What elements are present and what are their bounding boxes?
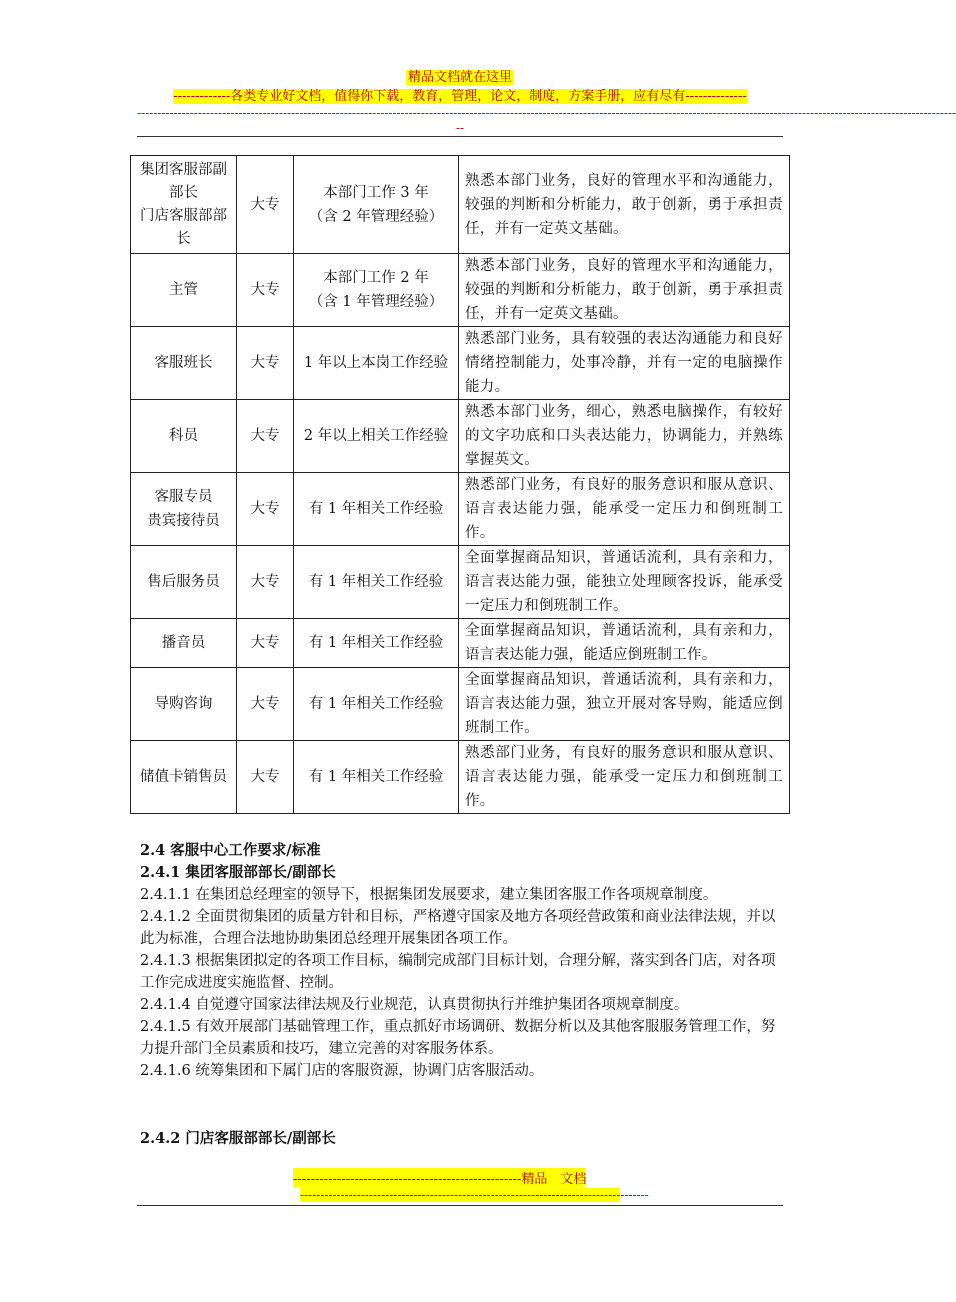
position-cell: 集团客服部副部长 门店客服部部长: [131, 156, 237, 254]
education-cell: 大专: [237, 619, 294, 668]
requirements-cell: 熟悉本部门业务，良好的管理水平和沟通能力，较强的判断和分析能力，敢于创新，勇于承担责任，并有一定英文基础。: [459, 254, 790, 327]
position-cell: 科员: [131, 400, 237, 473]
requirements-cell: 熟悉本部门业务，细心，熟悉电脑操作，有较好的文字功底和口头表达能力，协调能力，并熟练掌握英文。: [459, 400, 790, 473]
table-row: [131, 741, 790, 814]
education-cell: 大专: [237, 400, 294, 473]
table-row: [131, 473, 790, 546]
requirements-cell: 熟悉部门业务，有良好的服务意识和服从意识、语言表达能力强，能承受一定压力和倒班制工作。: [459, 741, 790, 814]
experience-cell: 本部门工作 2 年 （含 1 年管理经验）: [294, 254, 459, 327]
experience-cell: 有 1 年相关工作经验: [294, 668, 459, 741]
footer-rule: [137, 1205, 783, 1206]
experience-cell: 有 1 年相关工作经验: [294, 546, 459, 619]
requirements-table: [130, 155, 790, 814]
list-item: 2.4.1.6 统筹集团和下属门店的客服资源，协调门店客服活动。: [140, 1063, 544, 1079]
list-item: 2.4.1.3 根据集团拟定的各项工作目标，编制完成部门目标计划，合理分解，落实到各门店，对各项工作完成进度实施监督、控制。: [140, 953, 776, 991]
requirements-cell: 熟悉本部门业务，良好的管理水平和沟通能力，较强的判断和分析能力，敢于创新，勇于承担责任，并有一定英文基础。: [459, 156, 790, 254]
position-cell: 客服班长: [131, 327, 237, 400]
experience-cell: 2 年以上相关工作经验: [294, 400, 459, 473]
header-title: 精品文档就在这里: [407, 70, 512, 85]
position-cell: 售后服务员: [131, 546, 237, 619]
education-cell: 大专: [237, 668, 294, 741]
table-row: [131, 546, 790, 619]
position-cell: 客服专员 贵宾接待员: [131, 473, 237, 546]
experience-cell: 本部门工作 3 年 （含 2 年管理经验）: [294, 156, 459, 254]
requirements-cell: 全面掌握商品知识，普通话流利，具有亲和力，语言表达能力强，能适应倒班制工作。: [459, 619, 790, 668]
education-cell: 大专: [237, 741, 294, 814]
list-item: 2.4.1.5 有效开展部门基础管理工作，重点抓好市场调研、数据分析以及其他客服服务管理工作，努力提升部门全员素质和技巧，建立完善的对客服务体系。: [140, 1019, 776, 1057]
section-heading: 2.4 客服中心工作要求/标准: [140, 842, 321, 859]
requirements-cell: 熟悉部门业务，有良好的服务意识和服从意识、语言表达能力强，能承受一定压力和倒班制工作。: [459, 473, 790, 546]
education-cell: 大专: [237, 254, 294, 327]
table-row: [131, 668, 790, 741]
list-item: 2.4.1.4 自觉遵守国家法律法规及行业规范，认真贯彻执行并维护集团各项规章制度。: [140, 997, 689, 1013]
table-row: [131, 619, 790, 668]
section-body: [140, 840, 785, 1082]
header-dash-tail: --: [455, 121, 465, 135]
education-cell: 大专: [237, 156, 294, 254]
table-row: [131, 327, 790, 400]
position-cell: 储值卡销售员: [131, 741, 237, 814]
position-cell: 播音员: [131, 619, 237, 668]
experience-cell: 有 1 年相关工作经验: [294, 619, 459, 668]
list-item: 2.4.1.1 在集团总经理室的领导下，根据集团发展要求，建立集团客服工作各项规章制度。: [140, 887, 718, 903]
subsection-heading: 2.4.2 门店客服部部长/副部长: [140, 1130, 336, 1147]
education-cell: 大专: [237, 327, 294, 400]
experience-cell: 1 年以上本岗工作经验: [294, 327, 459, 400]
section-2-4-2: [140, 1128, 785, 1150]
footer-dashes: --------------------------------------------------------------------------------------: [300, 1188, 649, 1202]
list-item: 2.4.1.2 全面贯彻集团的质量方针和目标，严格遵守国家及地方各项经营政策和商业法律法规，并以此为标准，合理合法地协助集团总经理开展集团各项工作。: [140, 909, 776, 947]
subsection-heading: 2.4.1 集团客服部部长/副部长: [140, 864, 336, 881]
header-rule: [137, 136, 783, 137]
footer-banner: ----------------------------------------------------精品 文档: [293, 1168, 586, 1187]
experience-cell: 有 1 年相关工作经验: [294, 473, 459, 546]
header-tagline: -------------各类专业好文档，值得你下载，教育，管理，论文，制度，方案手册，应有尽有--------------: [173, 89, 747, 104]
position-cell: 主管: [131, 254, 237, 327]
table-row: [131, 156, 790, 254]
experience-cell: 有 1 年相关工作经验: [294, 741, 459, 814]
table-row: [131, 400, 790, 473]
education-cell: 大专: [237, 546, 294, 619]
requirements-cell: 全面掌握商品知识，普通话流利，具有亲和力，语言表达能力强，能独立处理顾客投诉，能承受一定压力和倒班制工作。: [459, 546, 790, 619]
requirements-cell: 熟悉部门业务，具有较强的表达沟通能力和良好情绪控制能力，处事冷静，并有一定的电脑操作能力。: [459, 327, 790, 400]
requirements-cell: 全面掌握商品知识，普通话流利，具有亲和力，语言表达能力强，独立开展对客导购，能适应倒班制工作。: [459, 668, 790, 741]
table-row: [131, 254, 790, 327]
education-cell: 大专: [237, 473, 294, 546]
position-cell: 导购咨询: [131, 668, 237, 741]
header-dash-line: ----------------------------------------------------------------------------------------------------------------------------------------------------------------------------------------------------------: [137, 106, 956, 120]
